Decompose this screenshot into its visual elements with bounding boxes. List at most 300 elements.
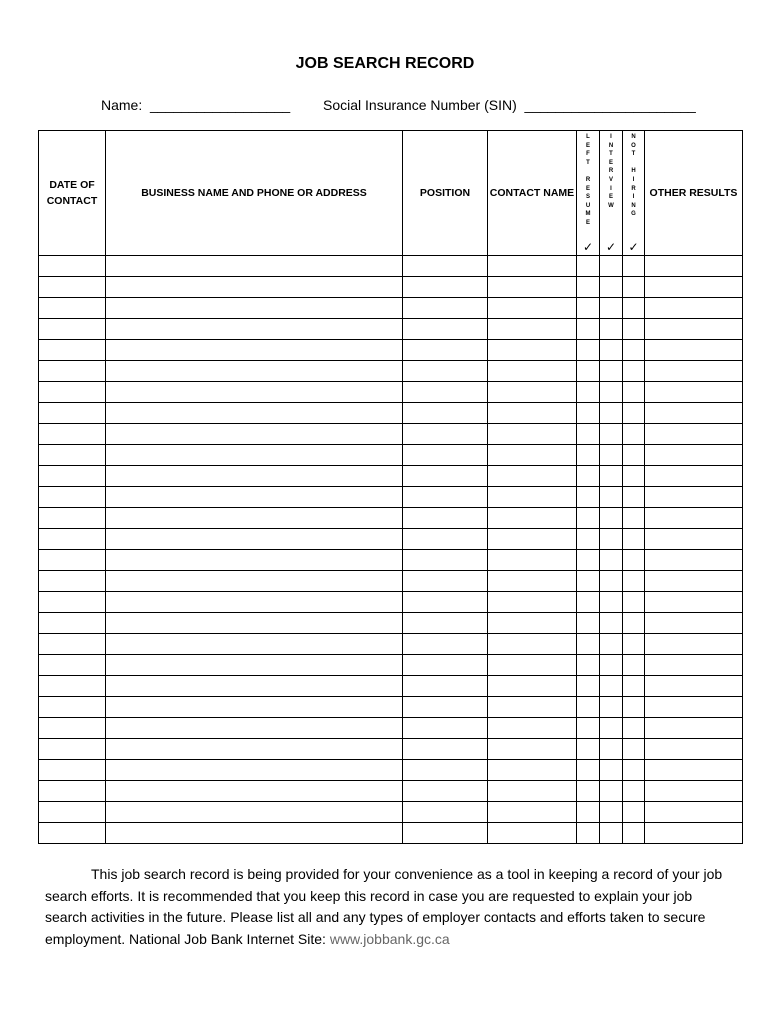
not-hiring-cell[interactable]: [623, 319, 645, 340]
interview-cell[interactable]: [600, 445, 623, 466]
header-contact: CONTACT NAME: [488, 131, 577, 256]
not-hiring-cell[interactable]: [623, 739, 645, 760]
other-results-cell[interactable]: [645, 718, 743, 739]
contact-cell[interactable]: [488, 424, 577, 445]
left-resume-cell[interactable]: [577, 571, 600, 592]
other-results-cell[interactable]: [645, 676, 743, 697]
business-cell[interactable]: [106, 340, 403, 361]
table-row: [39, 529, 743, 550]
interview-cell[interactable]: [600, 424, 623, 445]
date-cell[interactable]: [39, 634, 106, 655]
vertical-letter: S: [585, 194, 590, 201]
not-hiring-cell[interactable]: [623, 802, 645, 823]
position-cell[interactable]: [403, 571, 488, 592]
not-hiring-cell[interactable]: [623, 781, 645, 802]
not-hiring-cell[interactable]: [623, 823, 645, 844]
interview-cell[interactable]: [600, 529, 623, 550]
position-cell[interactable]: [403, 802, 488, 823]
not-hiring-cell[interactable]: [623, 634, 645, 655]
business-cell[interactable]: [106, 802, 403, 823]
table-row: [39, 823, 743, 844]
business-cell[interactable]: [106, 823, 403, 844]
interview-cell[interactable]: [600, 613, 623, 634]
vertical-letter: U: [585, 202, 591, 209]
position-cell[interactable]: [403, 424, 488, 445]
date-cell[interactable]: [39, 487, 106, 508]
other-results-cell[interactable]: [645, 466, 743, 487]
jobbank-link[interactable]: www.jobbank.gc.ca: [329, 930, 450, 947]
not-hiring-cell[interactable]: [623, 592, 645, 613]
checkmark-icon: ✓: [582, 240, 594, 254]
interview-cell[interactable]: [600, 697, 623, 718]
position-cell[interactable]: [403, 277, 488, 298]
left-resume-cell[interactable]: [577, 655, 600, 676]
vertical-letter: E: [585, 219, 590, 226]
date-cell[interactable]: [39, 571, 106, 592]
left-resume-cell[interactable]: [577, 760, 600, 781]
interview-cell[interactable]: [600, 382, 623, 403]
date-cell[interactable]: [39, 256, 106, 277]
other-results-cell[interactable]: [645, 571, 743, 592]
vertical-letter: L: [586, 134, 590, 140]
contact-cell[interactable]: [488, 613, 577, 634]
vertical-letter: T: [586, 159, 590, 166]
other-results-cell[interactable]: [645, 802, 743, 823]
date-cell[interactable]: [39, 550, 106, 571]
left-resume-cell[interactable]: [577, 739, 600, 760]
interview-cell[interactable]: [600, 634, 623, 655]
not-hiring-cell[interactable]: [623, 256, 645, 277]
position-cell[interactable]: [403, 655, 488, 676]
vertical-letter: E: [608, 194, 613, 201]
interview-cell[interactable]: [600, 487, 623, 508]
not-hiring-cell[interactable]: [623, 361, 645, 382]
position-cell[interactable]: [403, 466, 488, 487]
position-cell[interactable]: [403, 781, 488, 802]
not-hiring-cell[interactable]: [623, 340, 645, 361]
contact-cell[interactable]: [488, 277, 577, 298]
business-cell[interactable]: [106, 592, 403, 613]
position-cell[interactable]: [403, 676, 488, 697]
table-row: [39, 613, 743, 634]
left-resume-cell[interactable]: [577, 676, 600, 697]
not-hiring-cell[interactable]: [623, 718, 645, 739]
business-cell[interactable]: [106, 550, 403, 571]
position-cell[interactable]: [403, 445, 488, 466]
position-cell[interactable]: [403, 550, 488, 571]
table-row: [39, 634, 743, 655]
table-row: [39, 319, 743, 340]
other-results-cell[interactable]: [645, 487, 743, 508]
table-row: [39, 466, 743, 487]
left-resume-cell[interactable]: [577, 256, 600, 277]
header-row: [39, 131, 743, 256]
contact-cell[interactable]: [488, 718, 577, 739]
left-resume-cell[interactable]: [577, 487, 600, 508]
not-hiring-cell[interactable]: [623, 424, 645, 445]
business-cell[interactable]: [106, 298, 403, 319]
not-hiring-cell[interactable]: [623, 676, 645, 697]
table-row: [39, 592, 743, 613]
other-results-cell[interactable]: [645, 424, 743, 445]
position-cell[interactable]: [403, 319, 488, 340]
business-cell[interactable]: [106, 529, 403, 550]
not-hiring-cell[interactable]: [623, 382, 645, 403]
position-cell[interactable]: [403, 718, 488, 739]
left-resume-cell[interactable]: [577, 781, 600, 802]
business-cell[interactable]: [106, 781, 403, 802]
interview-cell[interactable]: [600, 760, 623, 781]
interview-cell[interactable]: [600, 508, 623, 529]
date-cell[interactable]: [39, 676, 106, 697]
interview-cell[interactable]: [600, 823, 623, 844]
other-results-cell[interactable]: [645, 361, 743, 382]
contact-cell[interactable]: [488, 508, 577, 529]
interview-cell[interactable]: [600, 802, 623, 823]
vertical-letter: I: [632, 176, 635, 183]
business-cell[interactable]: [106, 424, 403, 445]
business-cell[interactable]: [106, 508, 403, 529]
date-cell[interactable]: [39, 655, 106, 676]
name-label: Name:: [101, 97, 143, 113]
contact-cell[interactable]: [488, 571, 577, 592]
vertical-letter: T: [609, 151, 613, 158]
interview-cell[interactable]: [600, 319, 623, 340]
page-title: JOB SEARCH RECORD: [295, 55, 475, 72]
sin-label: Social Insurance Number (SIN): [323, 97, 517, 113]
header-other: OTHER RESULTS: [645, 131, 743, 256]
other-results-cell[interactable]: [645, 340, 743, 361]
not-hiring-cell[interactable]: [623, 760, 645, 781]
position-cell[interactable]: [403, 613, 488, 634]
other-results-cell[interactable]: [645, 277, 743, 298]
date-cell[interactable]: [39, 277, 106, 298]
table-body: [39, 256, 743, 844]
vertical-letter: N: [608, 142, 614, 149]
date-cell[interactable]: [39, 823, 106, 844]
left-resume-cell[interactable]: [577, 718, 600, 739]
other-results-cell[interactable]: [645, 823, 743, 844]
table-row: [39, 277, 743, 298]
table-row: [39, 697, 743, 718]
position-cell[interactable]: [403, 340, 488, 361]
contact-cell[interactable]: [488, 382, 577, 403]
vertical-letter: G: [631, 211, 636, 218]
other-results-cell[interactable]: [645, 529, 743, 550]
date-cell[interactable]: [39, 739, 106, 760]
contact-cell[interactable]: [488, 256, 577, 277]
left-resume-cell[interactable]: [577, 634, 600, 655]
position-cell[interactable]: [403, 823, 488, 844]
date-cell[interactable]: [39, 613, 106, 634]
table-row: [39, 739, 743, 760]
interview-cell[interactable]: [600, 676, 623, 697]
business-cell[interactable]: [106, 718, 403, 739]
contact-cell[interactable]: [488, 823, 577, 844]
table-row: [39, 508, 743, 529]
position-cell[interactable]: [403, 298, 488, 319]
not-hiring-cell[interactable]: [623, 655, 645, 676]
table-row: [39, 571, 743, 592]
table-row: [39, 550, 743, 571]
header-position: POSITION: [403, 131, 488, 256]
contact-cell[interactable]: [488, 655, 577, 676]
position-cell[interactable]: [403, 256, 488, 277]
other-results-cell[interactable]: [645, 256, 743, 277]
left-resume-cell[interactable]: [577, 403, 600, 424]
not-hiring-cell[interactable]: [623, 403, 645, 424]
date-cell[interactable]: [39, 445, 106, 466]
not-hiring-cell[interactable]: [623, 298, 645, 319]
date-cell[interactable]: [39, 466, 106, 487]
instructions-text: This job search record is being provided for your convenience as a tool in keeping a record of your job search efforts. It is recommended that you keep this record in case you are requested to explain your job search activities in the future. Please list all and any types of employer contacts and efforts taken to secure employment. National Job Bank Internet Site:: [45, 866, 723, 947]
other-results-cell[interactable]: [645, 760, 743, 781]
contact-cell[interactable]: [488, 634, 577, 655]
other-results-cell[interactable]: [645, 739, 743, 760]
table-row: [39, 340, 743, 361]
position-cell[interactable]: [403, 508, 488, 529]
left-resume-cell[interactable]: [577, 298, 600, 319]
table-row: [39, 676, 743, 697]
interview-cell[interactable]: [600, 277, 623, 298]
sin-field[interactable]: [323, 97, 696, 113]
business-cell[interactable]: [106, 403, 403, 424]
business-cell[interactable]: [106, 319, 403, 340]
interview-cell[interactable]: [600, 718, 623, 739]
vertical-letter: H: [631, 168, 636, 175]
date-cell[interactable]: [39, 781, 106, 802]
left-resume-cell[interactable]: [577, 550, 600, 571]
left-resume-cell[interactable]: [577, 277, 600, 298]
other-results-cell[interactable]: [645, 508, 743, 529]
business-cell[interactable]: [106, 466, 403, 487]
table-row: [39, 298, 743, 319]
business-cell[interactable]: [106, 613, 403, 634]
date-cell[interactable]: [39, 760, 106, 781]
left-resume-cell[interactable]: [577, 697, 600, 718]
business-cell[interactable]: [106, 676, 403, 697]
date-cell[interactable]: [39, 718, 106, 739]
instructions-paragraph: [45, 864, 735, 950]
contact-cell[interactable]: [488, 340, 577, 361]
date-cell[interactable]: [39, 529, 106, 550]
vertical-letter: F: [586, 151, 590, 158]
table-row: [39, 256, 743, 277]
contact-cell[interactable]: [488, 319, 577, 340]
vertical-letter: I: [610, 185, 612, 192]
vertical-letter: V: [608, 176, 613, 183]
contact-cell[interactable]: [488, 529, 577, 550]
contact-cell[interactable]: [488, 361, 577, 382]
other-results-cell[interactable]: [645, 403, 743, 424]
business-cell[interactable]: [106, 739, 403, 760]
not-hiring-cell[interactable]: [623, 466, 645, 487]
date-cell[interactable]: [39, 592, 106, 613]
table-row: [39, 655, 743, 676]
not-hiring-cell[interactable]: [623, 529, 645, 550]
business-cell[interactable]: [106, 382, 403, 403]
vertical-letter: E: [608, 159, 613, 166]
table-row: [39, 781, 743, 802]
other-results-cell[interactable]: [645, 613, 743, 634]
position-cell[interactable]: [403, 739, 488, 760]
table-row: [39, 487, 743, 508]
position-cell[interactable]: [403, 592, 488, 613]
table-row: [39, 361, 743, 382]
business-cell[interactable]: [106, 571, 403, 592]
other-results-cell[interactable]: [645, 550, 743, 571]
table-row: [39, 403, 743, 424]
interview-cell[interactable]: [600, 571, 623, 592]
table-row: [39, 760, 743, 781]
table-row: [39, 424, 743, 445]
business-cell[interactable]: [106, 445, 403, 466]
interview-cell[interactable]: [600, 361, 623, 382]
not-hiring-cell[interactable]: [623, 508, 645, 529]
position-cell[interactable]: [403, 760, 488, 781]
contact-cell[interactable]: [488, 802, 577, 823]
position-cell[interactable]: [403, 697, 488, 718]
interview-cell[interactable]: [600, 592, 623, 613]
other-results-cell[interactable]: [645, 445, 743, 466]
left-resume-cell[interactable]: [577, 592, 600, 613]
header-left-resume: [577, 131, 600, 256]
other-results-cell[interactable]: [645, 592, 743, 613]
header-not-hiring: [623, 131, 645, 256]
other-results-cell[interactable]: [645, 382, 743, 403]
business-cell[interactable]: [106, 256, 403, 277]
business-cell[interactable]: [106, 697, 403, 718]
left-resume-cell[interactable]: [577, 613, 600, 634]
business-cell[interactable]: [106, 487, 403, 508]
other-results-cell[interactable]: [645, 781, 743, 802]
interview-cell[interactable]: [600, 655, 623, 676]
other-results-cell[interactable]: [645, 319, 743, 340]
date-cell[interactable]: [39, 802, 106, 823]
not-hiring-cell[interactable]: [623, 277, 645, 298]
table-row: [39, 445, 743, 466]
position-cell[interactable]: [403, 529, 488, 550]
left-resume-cell[interactable]: [577, 424, 600, 445]
other-results-cell[interactable]: [645, 655, 743, 676]
position-cell[interactable]: [403, 634, 488, 655]
name-blank[interactable]: __________________: [150, 97, 291, 113]
contact-cell[interactable]: [488, 739, 577, 760]
date-cell[interactable]: [39, 340, 106, 361]
left-resume-cell[interactable]: [577, 466, 600, 487]
interview-cell[interactable]: [600, 340, 623, 361]
date-cell[interactable]: [39, 298, 106, 319]
business-cell[interactable]: [106, 655, 403, 676]
position-cell[interactable]: [403, 487, 488, 508]
business-cell[interactable]: [106, 277, 403, 298]
left-resume-cell[interactable]: [577, 382, 600, 403]
table-row: [39, 802, 743, 823]
date-cell[interactable]: [39, 508, 106, 529]
checkmark-icon: ✓: [605, 240, 617, 254]
vertical-label-not-hiring: [623, 131, 644, 219]
vertical-letter: I: [610, 134, 612, 140]
vertical-letter: N: [631, 202, 636, 209]
date-cell[interactable]: [39, 319, 106, 340]
contact-cell[interactable]: [488, 676, 577, 697]
interview-cell[interactable]: [600, 550, 623, 571]
contact-cell[interactable]: [488, 445, 577, 466]
contact-cell[interactable]: [488, 466, 577, 487]
job-search-table: [38, 130, 743, 844]
contact-cell[interactable]: [488, 781, 577, 802]
contact-cell[interactable]: [488, 550, 577, 571]
not-hiring-cell[interactable]: [623, 613, 645, 634]
not-hiring-cell[interactable]: [623, 697, 645, 718]
sin-blank[interactable]: ______________________: [524, 97, 696, 113]
business-cell[interactable]: [106, 760, 403, 781]
date-cell[interactable]: [39, 361, 106, 382]
vertical-letter: N: [631, 134, 636, 140]
left-resume-cell[interactable]: [577, 529, 600, 550]
position-cell[interactable]: [403, 382, 488, 403]
date-cell[interactable]: [39, 403, 106, 424]
table-row: [39, 382, 743, 403]
date-cell[interactable]: [39, 424, 106, 445]
interview-cell[interactable]: [600, 739, 623, 760]
contact-cell[interactable]: [488, 487, 577, 508]
other-results-cell[interactable]: [645, 634, 743, 655]
header-business: BUSINESS NAME AND PHONE OR ADDRESS: [106, 131, 403, 256]
date-cell[interactable]: [39, 382, 106, 403]
vertical-label-interview: [600, 131, 622, 210]
business-cell[interactable]: [106, 361, 403, 382]
other-results-cell[interactable]: [645, 298, 743, 319]
header-date: DATE OF CONTACT: [39, 131, 106, 256]
interview-cell[interactable]: [600, 781, 623, 802]
other-results-cell[interactable]: [645, 697, 743, 718]
contact-cell[interactable]: [488, 298, 577, 319]
vertical-letter: E: [585, 142, 590, 149]
left-resume-cell[interactable]: [577, 823, 600, 844]
contact-cell[interactable]: [488, 403, 577, 424]
contact-cell[interactable]: [488, 760, 577, 781]
interview-cell[interactable]: [600, 298, 623, 319]
business-cell[interactable]: [106, 634, 403, 655]
interview-cell[interactable]: [600, 403, 623, 424]
table-row: [39, 718, 743, 739]
checkmark-icon: ✓: [628, 240, 639, 254]
vertical-letter: I: [632, 194, 635, 201]
name-field[interactable]: [101, 97, 290, 113]
interview-cell[interactable]: [600, 466, 623, 487]
contact-cell[interactable]: [488, 697, 577, 718]
left-resume-cell[interactable]: [577, 340, 600, 361]
left-resume-cell[interactable]: [577, 319, 600, 340]
left-resume-cell[interactable]: [577, 802, 600, 823]
left-resume-cell[interactable]: [577, 445, 600, 466]
date-cell[interactable]: [39, 697, 106, 718]
not-hiring-cell[interactable]: [623, 550, 645, 571]
left-resume-cell[interactable]: [577, 508, 600, 529]
not-hiring-cell[interactable]: [623, 571, 645, 592]
position-cell[interactable]: [403, 361, 488, 382]
vertical-label-left-resume: [577, 131, 599, 228]
position-cell[interactable]: [403, 403, 488, 424]
not-hiring-cell[interactable]: [623, 445, 645, 466]
vertical-letter: O: [631, 142, 636, 149]
vertical-letter: R: [631, 185, 636, 192]
not-hiring-cell[interactable]: [623, 487, 645, 508]
contact-cell[interactable]: [488, 592, 577, 613]
interview-cell[interactable]: [600, 256, 623, 277]
left-resume-cell[interactable]: [577, 361, 600, 382]
